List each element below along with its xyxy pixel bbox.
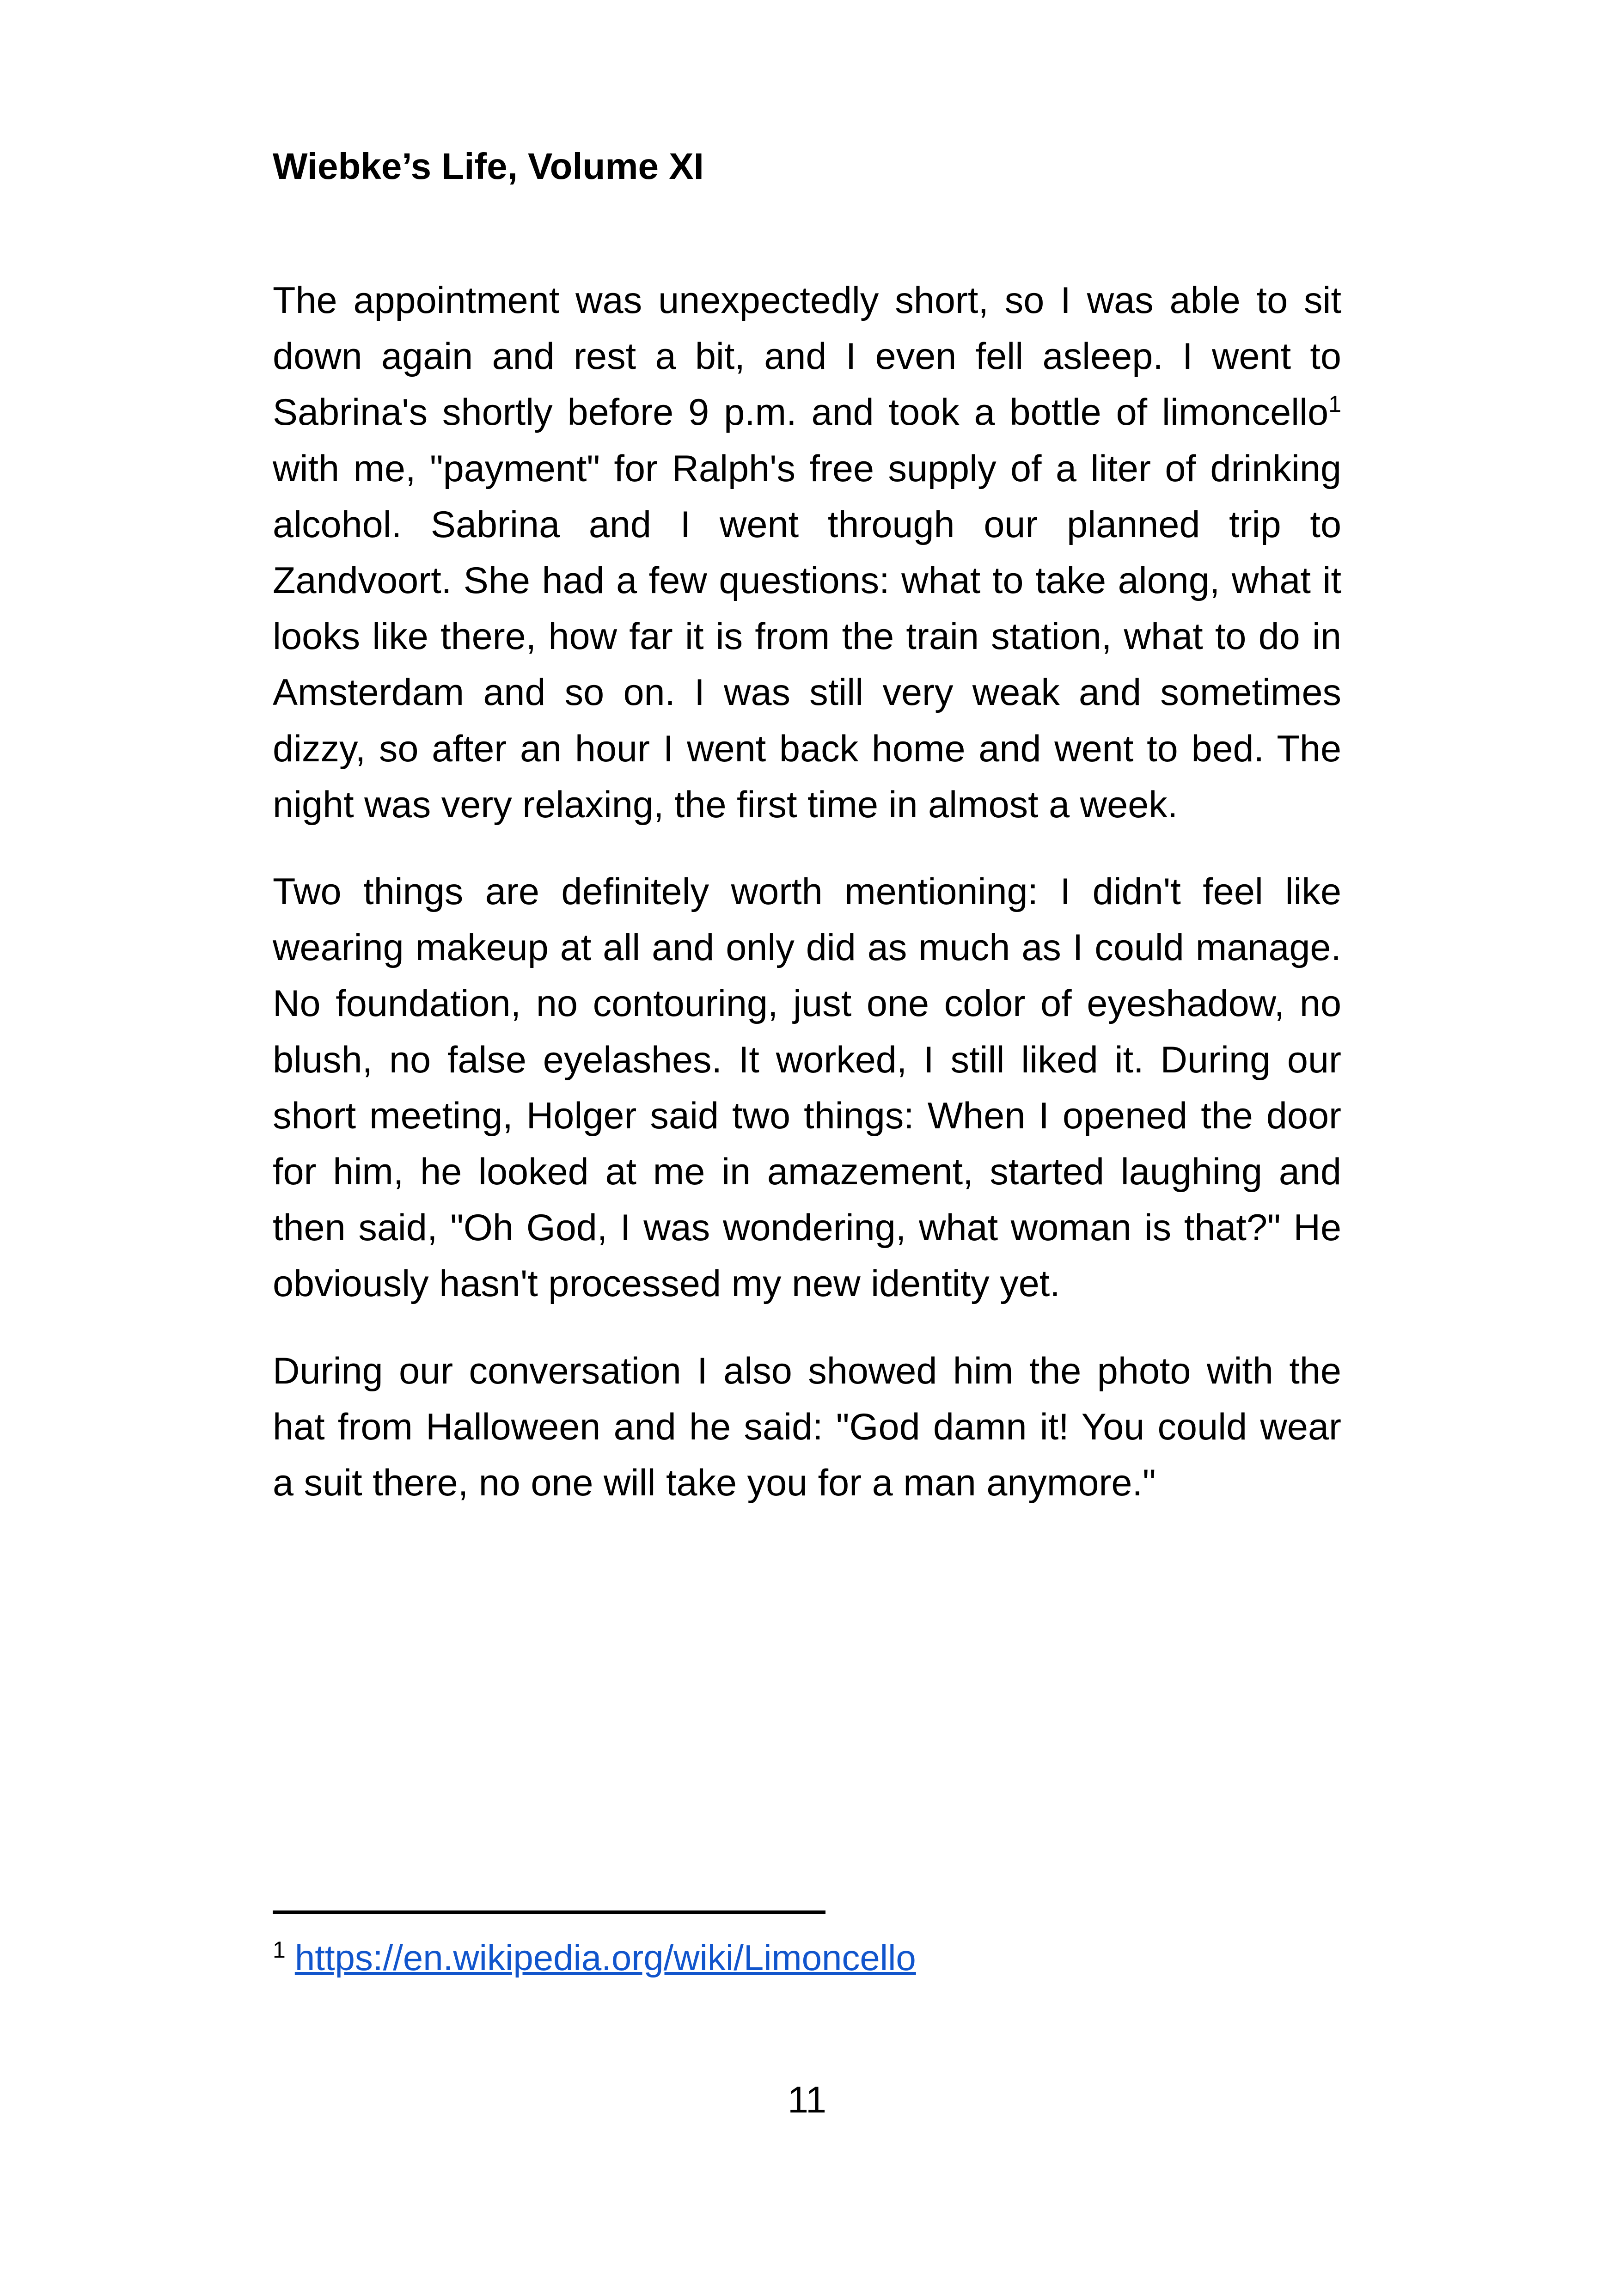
footnote-number: 1 bbox=[273, 1937, 286, 1963]
footnote-reference[interactable]: 1 bbox=[1328, 391, 1341, 417]
footnote bbox=[273, 1932, 916, 1983]
footnote-link[interactable]: https://en.wikipedia.org/wiki/Limoncello bbox=[294, 1937, 916, 1978]
paragraph-1-text-after-ref: with me, "payment" for Ralph's free supply of a liter of drinking alcohol. Sabrina and I went through our planned trip to Zandvoort. She had a few questions: what to take along, what it looks like there, how far it is from the train station, what to do in Amsterdam and so on. I was still very weak and sometimes dizzy, so after an hour I went back home and went to bed. The night was very relaxing, the first time in almost a week. bbox=[273, 447, 1341, 826]
paragraph-1-text-before-ref: The appointment was unexpectedly short, so I was able to sit down again and rest a bit, and I even fell asleep. I went to Sabrina's shortly before 9 p.m. and took a bottle of limoncello bbox=[273, 280, 1341, 434]
body-text bbox=[273, 273, 1341, 1542]
paragraph-2: Two things are definitely worth mentioning: I didn't feel like wearing makeup at all and only did as much as I could manage. No foundation, no contouring, just one color of eyeshadow, no blush, no false eyelashes. It worked, I still liked it. During our short meeting, Holger said two things: When I opened the door for him, he looked at me in amazement, started laughing and then said, "Oh God, I was wondering, what woman is that?" He obviously hasn't processed my new identity yet. bbox=[273, 871, 1341, 1305]
paragraph-1 bbox=[273, 273, 1341, 833]
footnote-separator bbox=[273, 1910, 825, 1914]
page-number: 11 bbox=[787, 2079, 827, 2121]
paragraph-3: During our conversation I also showed him the photo with the hat from Halloween and he said: "God damn it! You could wear a suit there, no one will take you for a man anymore." bbox=[273, 1350, 1341, 1504]
page-title: Wiebke’s Life, Volume XI bbox=[273, 146, 704, 187]
